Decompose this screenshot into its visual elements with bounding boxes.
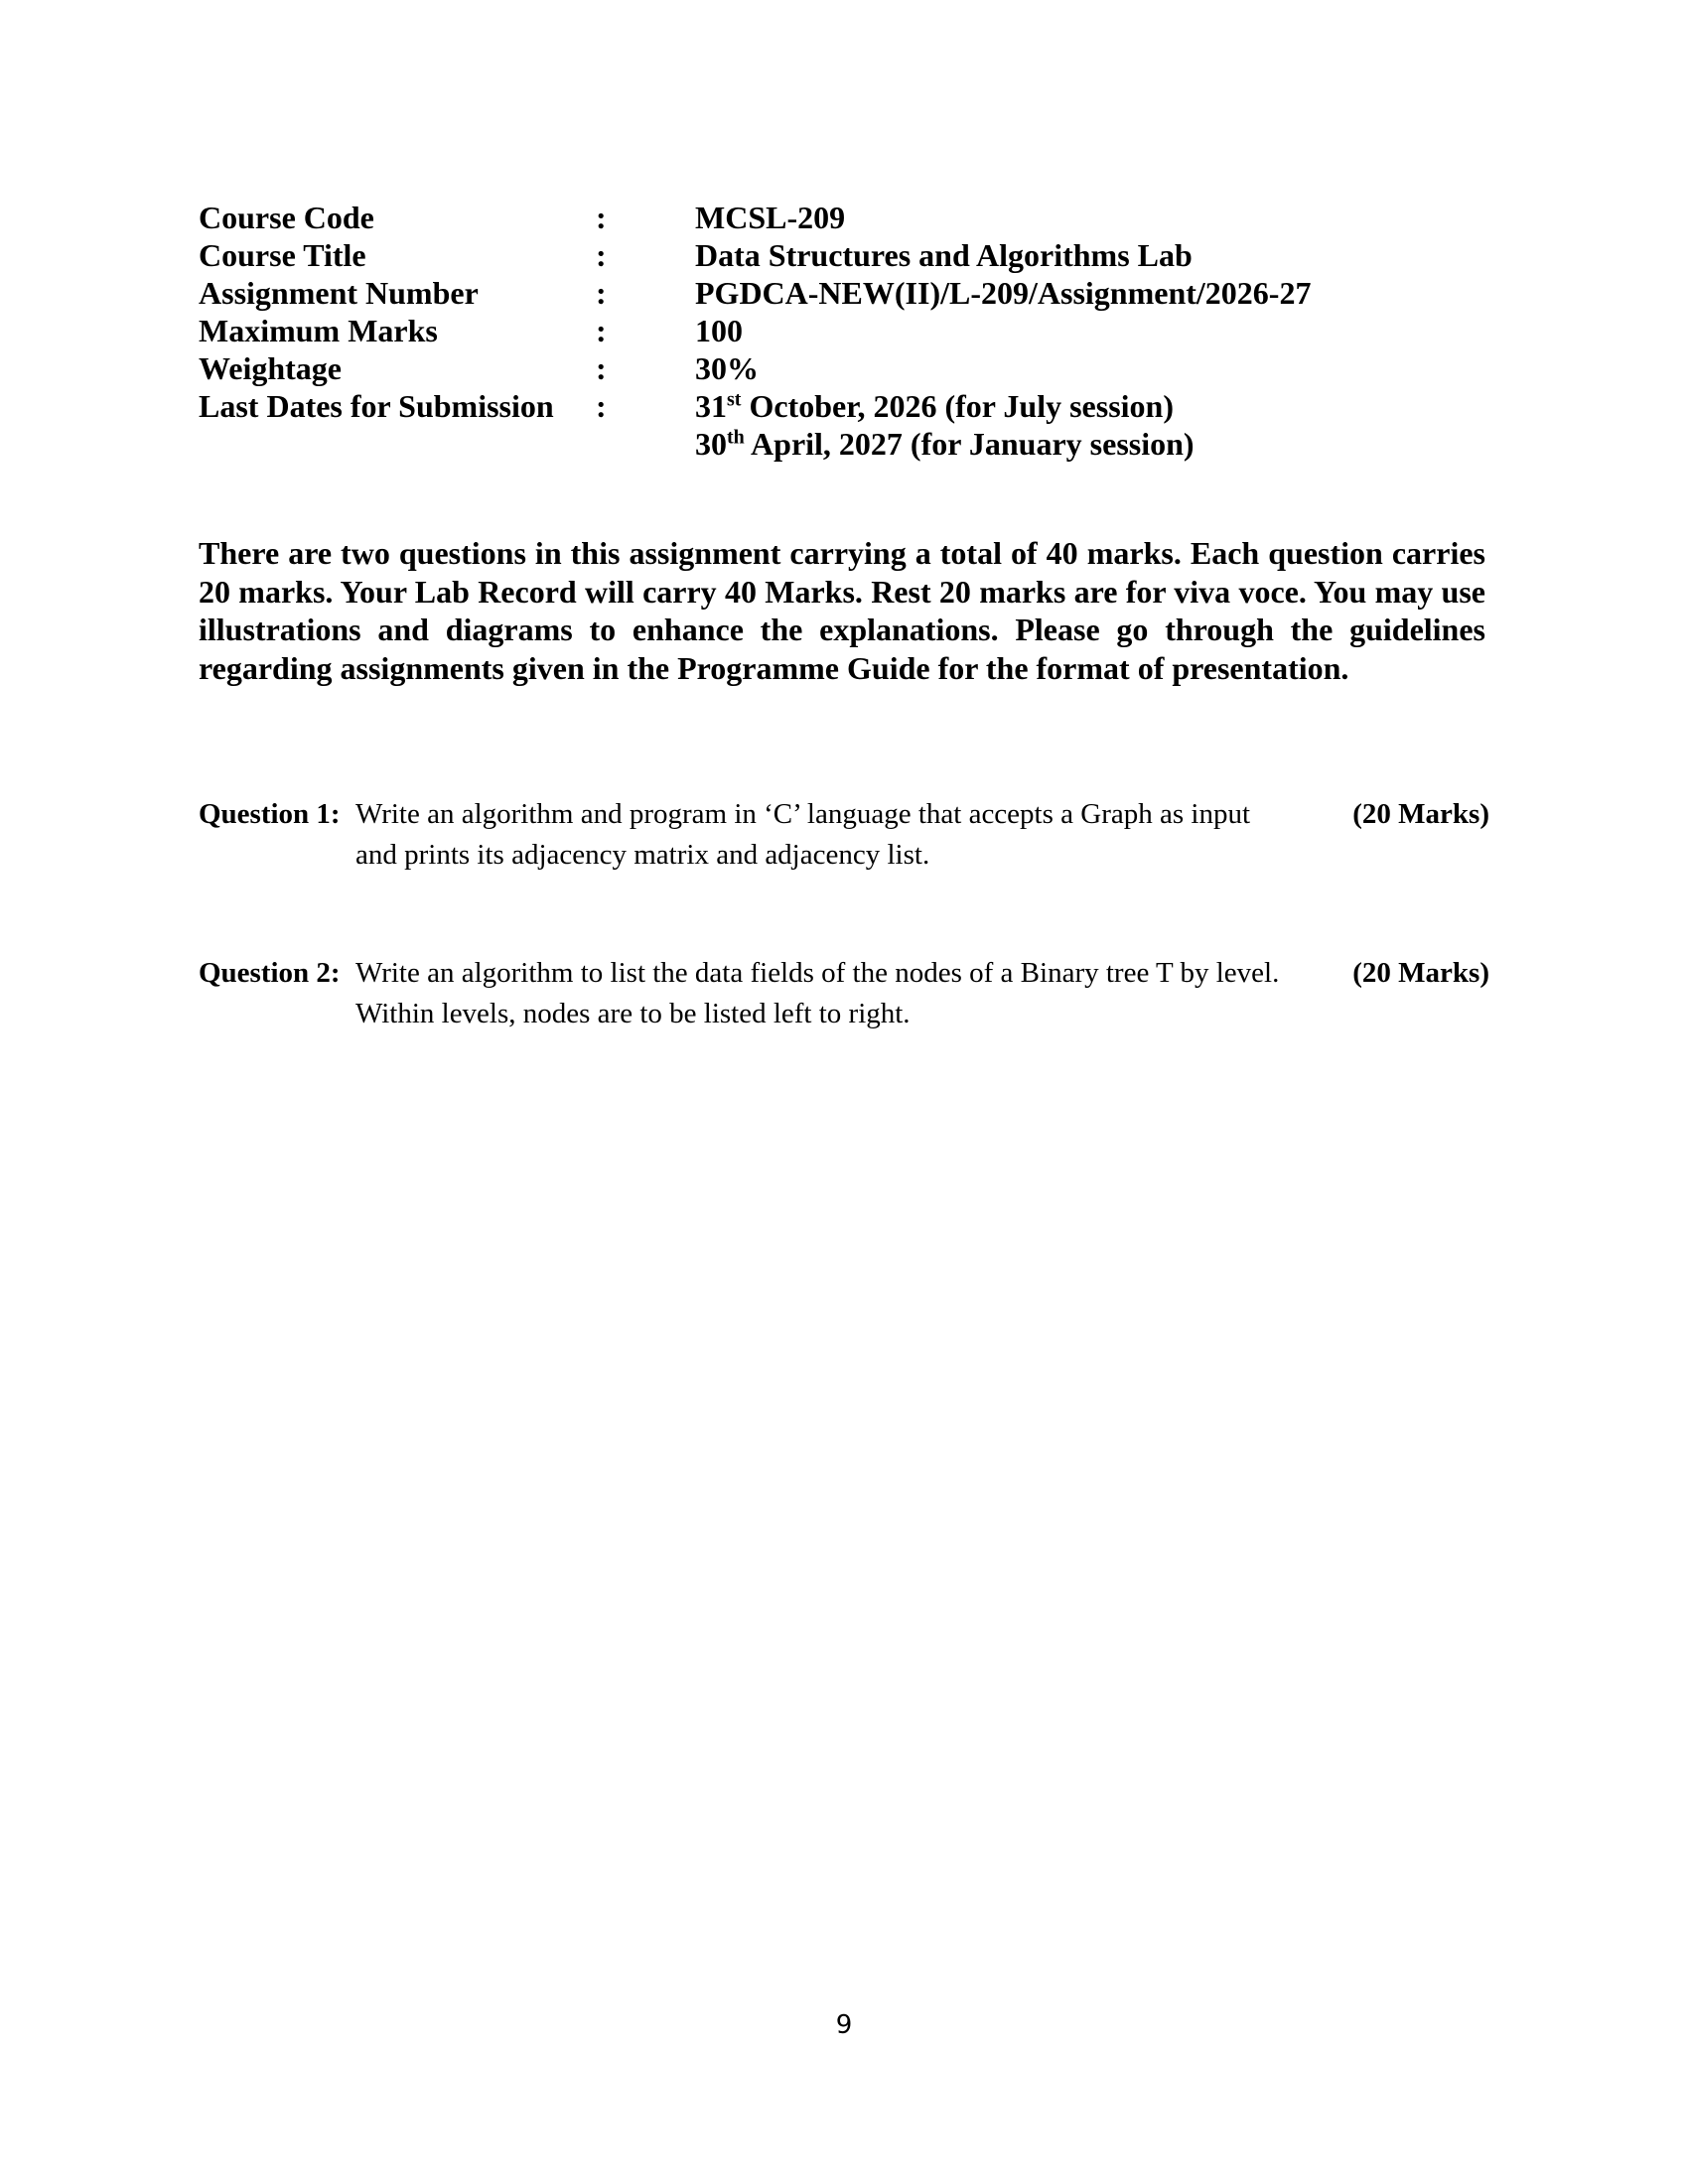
instructions-paragraph: There are two questions in this assignment carrying a total of 40 marks. Each question carries 20 marks. Your Lab Record will carry 40 Marks. Rest 20 marks are for viva voce. You may use illustrations and diagrams to enhance the explanations. Please go through the guidelines regarding assignments given in the Programme Guide for the format of presentation. <box>199 535 1485 686</box>
info-row-course-title <box>199 236 1489 274</box>
info-row-assignment-number <box>199 274 1489 312</box>
date-day: 31 <box>695 388 727 424</box>
info-label: Last Dates for Submission <box>199 388 554 424</box>
info-label: Maximum Marks <box>199 313 438 348</box>
submission-date-january <box>695 425 1489 463</box>
info-colon: : <box>596 275 607 311</box>
page-number: 9 <box>835 2010 853 2040</box>
submission-date-july <box>695 387 1489 425</box>
question-text: Write an algorithm to list the data fields of the nodes of a Binary tree T by level. <box>355 957 1280 989</box>
info-row-course-code <box>199 199 1489 236</box>
question-text: Write an algorithm and program in ‘C’ language that accepts a Graph as input <box>355 798 1251 830</box>
info-row-maximum-marks <box>199 312 1489 349</box>
info-value: MCSL-209 <box>695 200 846 235</box>
question-marks: (20 Marks) <box>1352 957 1489 989</box>
info-row-submission-dates-cont <box>199 425 1489 463</box>
question-line <box>199 953 1489 994</box>
course-info-table <box>199 199 1489 463</box>
question-2 <box>199 953 1489 1034</box>
question-label: Question 1: <box>199 798 341 830</box>
info-colon: : <box>596 350 607 386</box>
date-text: April, 2027 (for January session) <box>744 426 1195 462</box>
info-label: Course Code <box>199 200 374 235</box>
question-label: Question 2: <box>199 957 341 989</box>
question-text-continued: Within levels, nodes are to be listed left to right. <box>355 998 911 1029</box>
info-colon: : <box>596 388 607 424</box>
info-value: Data Structures and Algorithms Lab <box>695 237 1193 273</box>
date-ordinal: st <box>727 388 742 411</box>
info-colon: : <box>596 237 607 273</box>
info-label: Assignment Number <box>199 275 479 311</box>
info-label: Weightage <box>199 350 342 386</box>
info-row-weightage <box>199 349 1489 387</box>
info-row-submission-dates <box>199 387 1489 425</box>
question-marks: (20 Marks) <box>1352 798 1489 830</box>
info-value: 30% <box>695 350 759 386</box>
question-line <box>199 794 1489 835</box>
info-colon: : <box>596 313 607 348</box>
date-text: October, 2026 (for July session) <box>741 388 1174 424</box>
question-1 <box>199 794 1489 876</box>
info-value: 100 <box>695 313 743 348</box>
date-ordinal: th <box>727 426 745 449</box>
date-day: 30 <box>695 426 727 462</box>
info-label: Course Title <box>199 237 366 273</box>
info-colon: : <box>596 200 607 235</box>
question-text-continued: and prints its adjacency matrix and adjacency list. <box>355 839 930 871</box>
info-value: PGDCA-NEW(II)/L-209/Assignment/2026-27 <box>695 275 1312 311</box>
